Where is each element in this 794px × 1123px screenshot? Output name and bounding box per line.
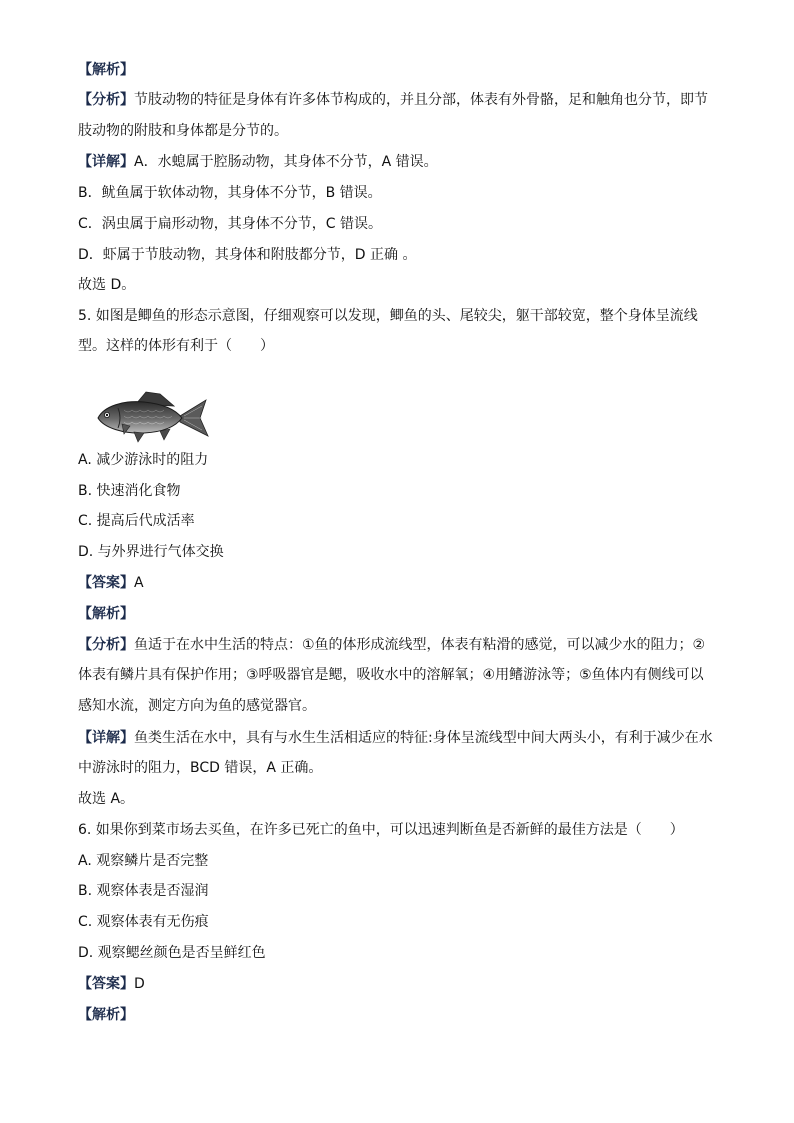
line-text: 节肢动物的特征是身体有许多体节构成的，并且分部，体表有外骨骼，足和触角也分节，即节 — [134, 92, 708, 108]
section-tag: 【分析】 — [78, 92, 134, 108]
section-tag: 【答案】 — [78, 976, 134, 992]
text-line — [78, 696, 316, 716]
text-line — [78, 881, 209, 901]
text-line — [78, 336, 274, 356]
line-text: 感知水流，测定方向为鱼的感觉器官。 — [78, 698, 316, 714]
text-line — [78, 943, 266, 963]
line-text: D. 观察鳃丝颜色是否呈鲜红色 — [78, 945, 266, 961]
line-text: D. 与外界进行气体交换 — [78, 544, 224, 560]
section-tag: 【详解】 — [78, 730, 134, 746]
section-line — [78, 1005, 134, 1025]
text-line — [78, 214, 382, 234]
text-line — [78, 450, 208, 470]
text-line — [78, 481, 181, 501]
text-line — [78, 275, 135, 295]
line-text: A．水螅属于腔肠动物，其身体不分节，A 错误。 — [134, 154, 438, 170]
line-text: D．虾属于节肢动物，其身体和附肢都分节，D 正确 。 — [78, 247, 417, 263]
text-line — [78, 511, 195, 531]
line-text: A. 观察鳞片是否完整 — [78, 853, 209, 869]
section-line — [78, 635, 705, 655]
text-line — [78, 912, 209, 932]
line-text: 鱼类生活在水中，具有与水生生活相适应的特征:身体呈流线型中间大两头小，有利于减少在水 — [134, 730, 713, 746]
text-line — [78, 183, 382, 203]
section-tag: 【分析】 — [78, 637, 134, 653]
text-line — [78, 121, 288, 141]
section-tag: 【解析】 — [78, 606, 134, 622]
section-tag: 【解析】 — [78, 62, 134, 78]
section-line — [78, 60, 134, 80]
fish-figure — [94, 388, 214, 448]
text-line — [78, 665, 704, 685]
text-line — [78, 245, 416, 265]
fish-icon — [94, 388, 214, 448]
line-text: 型。这样的体形有利于（ ） — [78, 338, 274, 354]
section-line — [78, 974, 145, 994]
text-line — [78, 820, 684, 840]
text-line — [78, 851, 208, 871]
text-line — [78, 789, 134, 809]
line-text: 5. 如图是鲫鱼的形态示意图，仔细观察可以发现，鲫鱼的头、尾较尖，躯干部较宽，整个身体呈流线 — [78, 308, 698, 324]
text-line — [78, 306, 698, 326]
text-line — [78, 758, 322, 778]
line-text: C．涡虫属于扁形动物，其身体不分节，C 错误。 — [78, 216, 382, 232]
line-text: 故选 A。 — [78, 791, 135, 807]
section-tag: 【详解】 — [78, 154, 134, 170]
line-text: C. 观察体表有无伤痕 — [78, 914, 209, 930]
line-text: D — [134, 976, 145, 992]
line-text: 体表有鳞片具有保护作用；③呼吸器官是鳃，吸收水中的溶解氧；④用鳍游泳等；⑤鱼体内有侧线可以 — [78, 667, 704, 683]
line-text: 中游泳时的阻力，BCD 错误，A 正确。 — [78, 760, 323, 776]
line-text: A — [134, 575, 144, 591]
line-text: C. 提高后代成活率 — [78, 513, 195, 529]
section-line — [78, 604, 134, 624]
line-text: 肢动物的附肢和身体都是分节的。 — [78, 123, 288, 139]
line-text: B. 快速消化食物 — [78, 483, 181, 499]
line-text: 鱼适于在水中生活的特点：①鱼的体形成流线型，体表有粘滑的感觉，可以减少水的阻力；② — [134, 637, 706, 653]
section-tag: 【解析】 — [78, 1007, 134, 1023]
line-text: A. 减少游泳时的阻力 — [78, 452, 209, 468]
line-text: 6. 如果你到菜市场去买鱼，在许多已死亡的鱼中，可以迅速判断鱼是否新鲜的最佳方法是（ ） — [78, 822, 684, 838]
line-text: B. 观察体表是否湿润 — [78, 883, 209, 899]
section-tag: 【答案】 — [78, 575, 134, 591]
section-line — [78, 152, 438, 172]
text-line — [78, 542, 224, 562]
section-line — [78, 573, 144, 593]
section-line — [78, 90, 708, 110]
line-text: B．鱿鱼属于软体动物，其身体不分节，B 错误。 — [78, 185, 382, 201]
line-text: 故选 D。 — [78, 277, 136, 293]
section-line — [78, 728, 713, 748]
